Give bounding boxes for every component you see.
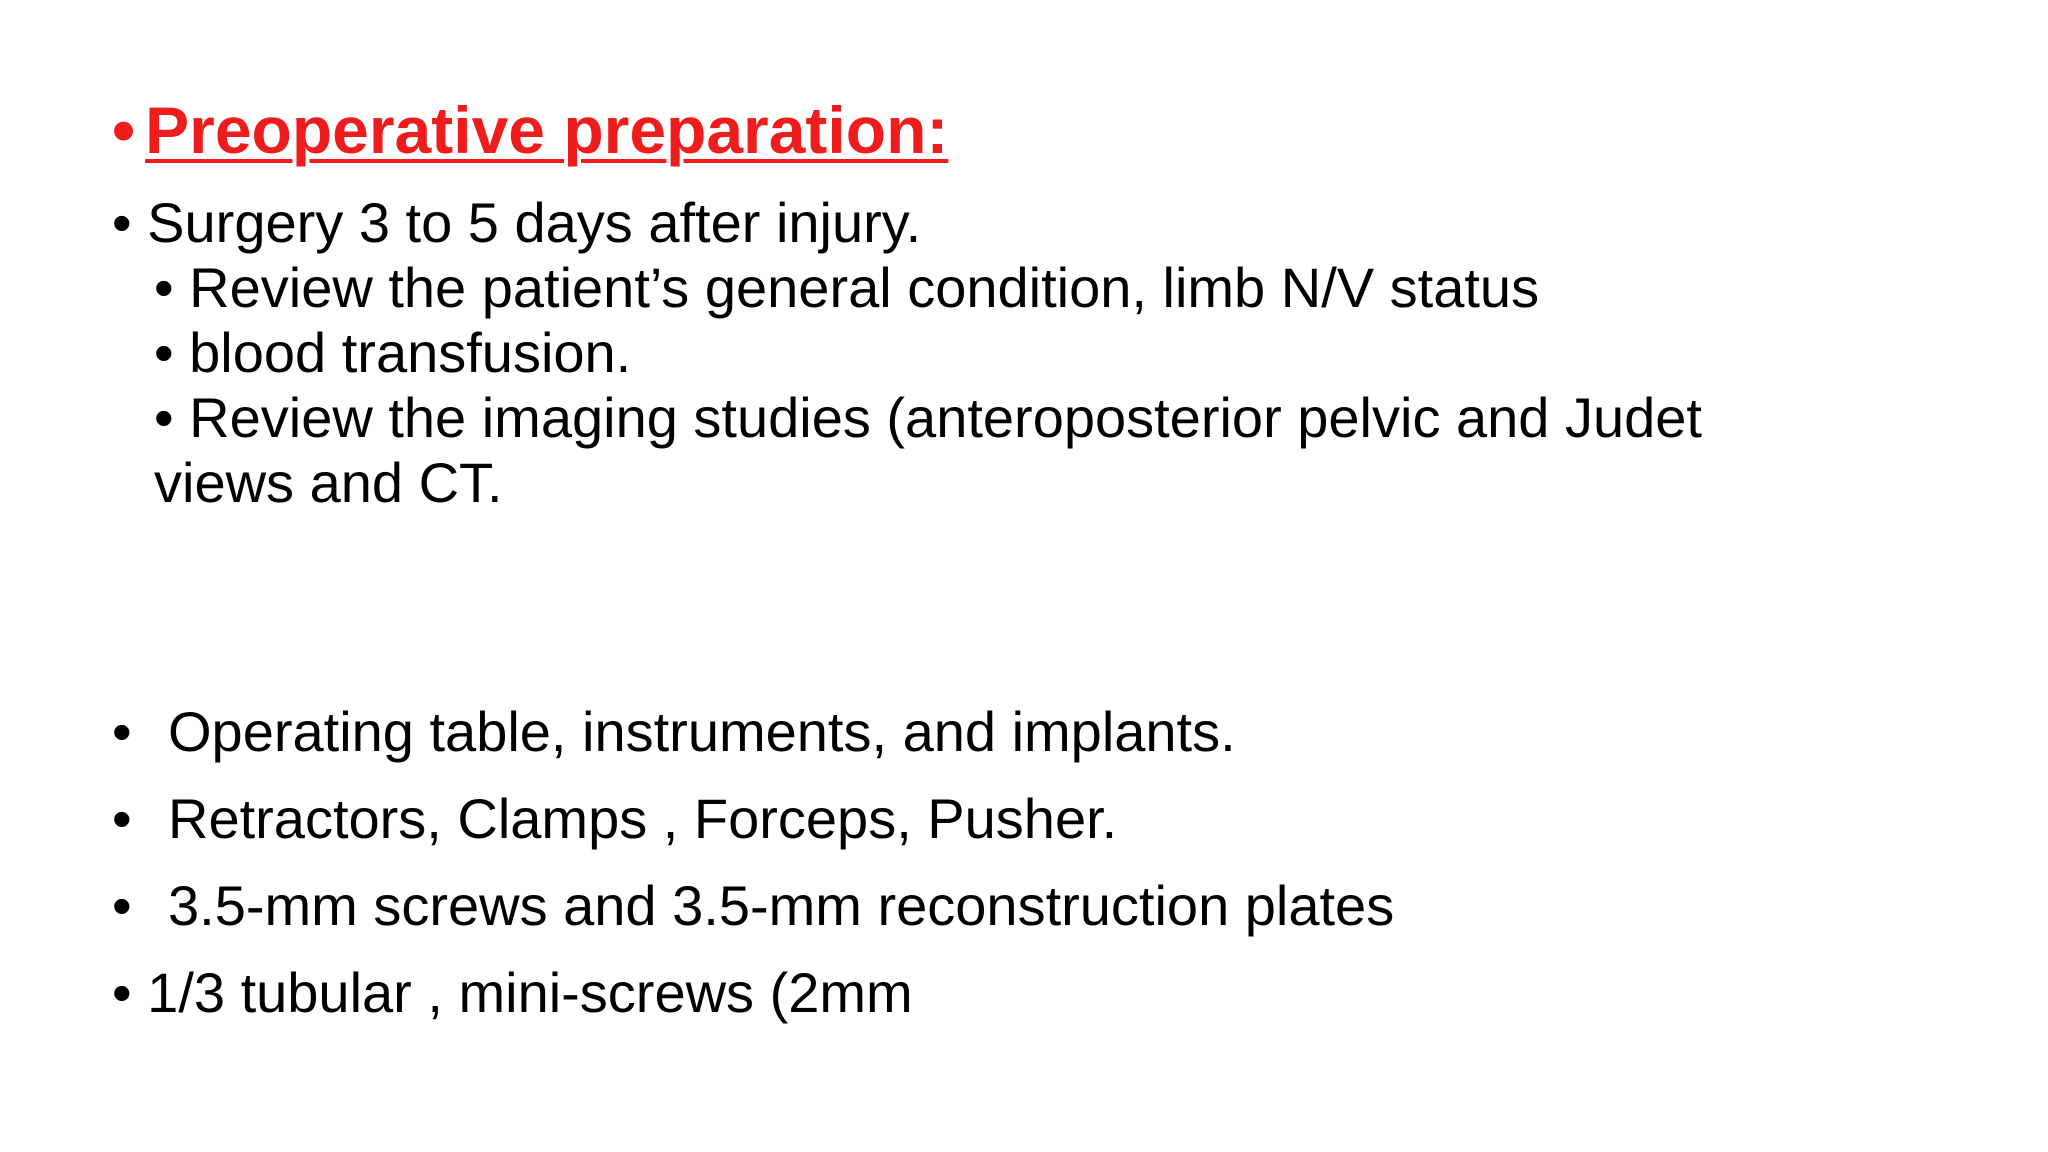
item-bullet: •	[112, 787, 132, 850]
sub-item-blood-transfusion: • blood transfusion.	[154, 321, 632, 384]
item-text: 3.5-mm screws and 3.5-mm reconstruction plates	[168, 874, 1395, 937]
item-bullet: •	[112, 700, 132, 763]
item-text: Operating table, instruments, and implants.	[168, 700, 1236, 763]
list-item-retractors	[112, 775, 1394, 862]
item-text: Retractors, Clamps , Forceps, Pusher.	[168, 787, 1118, 850]
equipment-list	[112, 688, 1394, 1036]
item-bullet: •	[112, 961, 132, 1024]
item-text: Surgery 3 to 5 days after injury.	[147, 191, 922, 254]
list-item-surgery	[112, 190, 1702, 255]
preparation-list	[112, 190, 1702, 515]
list-item-operating-table	[112, 688, 1394, 775]
slide-title	[112, 90, 948, 170]
item-bullet: •	[112, 874, 132, 937]
item-text: 1/3 tubular , mini-screws (2mm	[147, 961, 913, 1024]
sub-item-review-condition: • Review the patient’s general condition, limb N/V status	[154, 256, 1540, 319]
title-text: Preoperative preparation:	[145, 93, 949, 167]
list-item-tubular	[112, 949, 1394, 1036]
list-item-screws-plates	[112, 862, 1394, 949]
title-bullet: •	[112, 93, 136, 167]
item-bullet: •	[112, 191, 132, 254]
sub-item-review-imaging-cont: views and CT.	[154, 451, 503, 514]
sub-item-review-imaging: • Review the imaging studies (anteroposterior pelvic and Judet	[154, 386, 1702, 449]
